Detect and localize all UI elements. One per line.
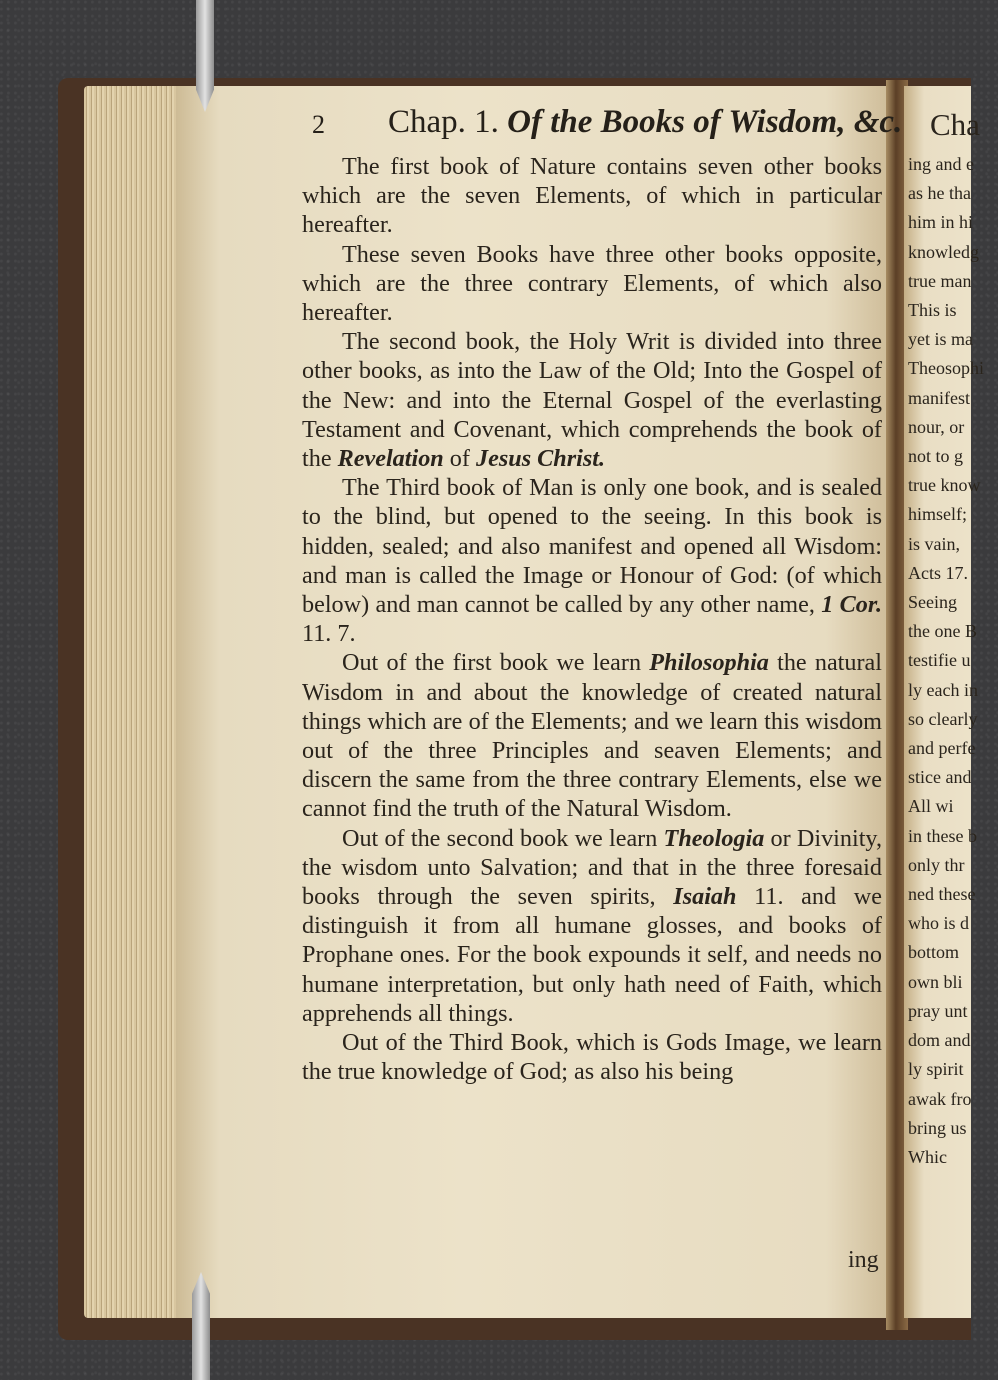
paragraph (302, 240, 882, 328)
text-run: These seven Books have three other books opposite, which are the three contrary Elements, of which also hereafter. (302, 240, 882, 327)
facing-page-line: awak fro (908, 1088, 972, 1109)
facing-page-line: Theosophi (908, 358, 984, 379)
facing-page-line: and perfe (908, 738, 976, 759)
facing-page-line: true know (908, 475, 981, 496)
facing-page-line: the one B (908, 621, 977, 642)
chapter-label: Chap. 1. (388, 104, 499, 140)
italic-text: Theologia (663, 824, 765, 852)
facing-page-line: pray unt (908, 1000, 968, 1021)
italic-text: Revelation (337, 445, 444, 473)
facing-page-line: dom and (908, 1030, 971, 1051)
paragraph (302, 152, 882, 240)
facing-page-line: Acts 17. (908, 562, 968, 583)
facing-page-line: true man (908, 270, 972, 291)
facing-page-line: so clearly (908, 708, 978, 729)
text-run: 11. 7. (302, 620, 356, 648)
facing-page-line: stice and (908, 767, 972, 788)
italic-text: Philosophia (649, 649, 769, 677)
text-run: Out of the first book we learn (342, 649, 650, 677)
facing-page-line: is vain, (908, 533, 960, 554)
facing-page-line: testifie u (908, 650, 971, 671)
italic-text: Isaiah (673, 883, 737, 911)
facing-page-line: own bli (908, 971, 963, 992)
facing-page-line: knowledg (908, 241, 979, 262)
chapter-heading (388, 104, 902, 141)
facing-page-line: only thr (908, 854, 965, 875)
facing-page-line: as he tha (908, 183, 971, 204)
text-run: or Divinity, the wisdom unto Salvation; and that in the three foresaid books through the seven spirits, (302, 824, 883, 911)
page-clip-bottom (192, 1272, 210, 1380)
page-number: 2 (312, 110, 325, 139)
facing-page-line: him in hi (908, 212, 974, 233)
paragraph (302, 1028, 882, 1086)
italic-text: Jesus Christ. (476, 445, 606, 473)
text-run: The second book, the Holy Writ is divided into three other books, as into the Law of the Old; Into the Gospel of the New: and into the Eternal Gospel of the everlasting Testament and Covenant, which comprehends the book of the (302, 328, 882, 473)
facing-page-line: Whic (908, 1146, 947, 1167)
body-text (302, 152, 882, 1087)
facing-page-line: ly each in (908, 679, 978, 700)
facing-running-head: Cha (930, 107, 980, 142)
facing-page-line: All wi (908, 796, 954, 817)
facing-page-line: himself; (908, 504, 967, 525)
facing-page-line: ly spirit (908, 1059, 964, 1080)
facing-page-line: yet is ma (908, 329, 973, 350)
facing-page-line: ing and e (908, 154, 974, 174)
text-run: Out of the Third Book, which is Gods Image, we learn the true knowledge of God; as also his being (302, 1029, 882, 1086)
paragraph (302, 824, 882, 1028)
facing-page-line: bring us (908, 1117, 967, 1138)
text-run: Out of the second book we learn (342, 824, 664, 852)
facing-page-line: nour, or (908, 416, 965, 437)
chapter-title: Of the Books of Wisdom, &c. (507, 104, 903, 140)
text-run: of (443, 445, 476, 473)
facing-page-line: Seeing (908, 592, 957, 613)
text-run: The Third book of Man is only one book, and is sealed to the blind, but opened to the seeing. In this book is hidden, sealed; and also manifest and opened all Wisdom: and man is called the Image or Honour of God: (of which below) and man cannot be called by any other name, (302, 474, 882, 619)
paragraph (302, 327, 882, 473)
text-run: 11. and we distinguish it from all humane glosses, and books of Prophane ones. For the book expounds it self, and needs no humane interpretation, but only hath need of Faith, which apprehends all things. (302, 883, 882, 1027)
text-run: the natural Wisdom in and about the knowledge of created natural things which are of the Elements; and we learn this wisdom out of the three Principles and seaven Elements; and discern the same from the three contrary Elements, else we cannot find the truth of the Natural Wisdom. (302, 649, 883, 823)
catchword: ing (848, 1247, 879, 1273)
facing-page-text (908, 108, 998, 1172)
facing-page-line: not to g (908, 446, 964, 467)
paragraph (302, 473, 882, 648)
text-run: The first book of Nature contains seven other books which are the seven Elements, of which in particular hereafter. (302, 153, 882, 239)
facing-page-line: in these b (908, 825, 977, 846)
italic-text: 1 Cor. (821, 591, 882, 619)
facing-page-line: ned these (908, 884, 976, 905)
facing-page-line: bottom (908, 942, 960, 963)
page-clip-top (196, 0, 214, 112)
paragraph (302, 648, 882, 823)
running-header (312, 104, 903, 152)
facing-page-line: This is (908, 300, 957, 321)
facing-page-line: who is d (908, 913, 970, 934)
facing-page-line: manifest (908, 387, 970, 408)
